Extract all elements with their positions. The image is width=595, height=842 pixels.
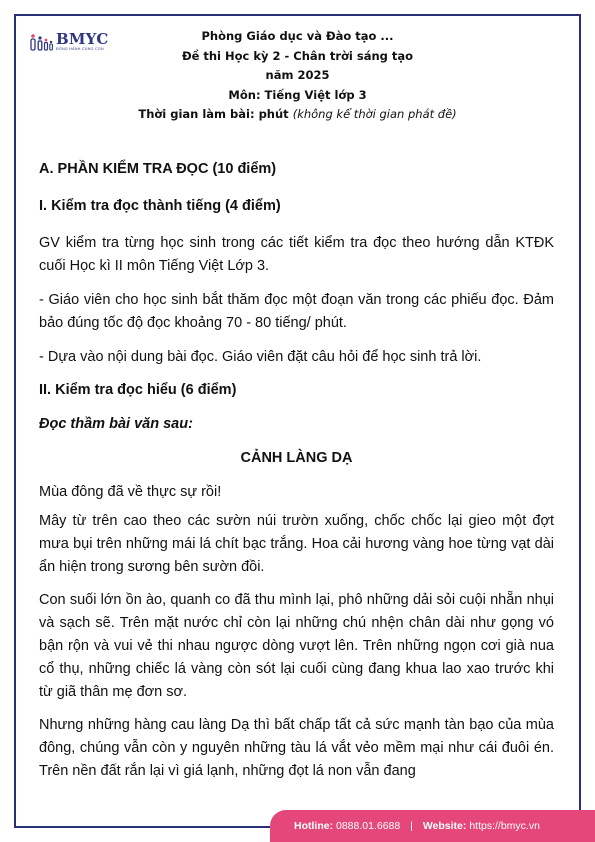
header-time [0,105,595,125]
story-paragraph-3: Con suối lớn ồn ào, quanh co đã thu mình lại, phô những dải sỏi cuội nhẵn nhụi và sạch sẽ. Trên mặt nước chỉ còn lại những chú nhện chân dài như gọng vó bận rộn và vui vẻ thi nhau ngược dòng vượt lên. Trên những ngọn cơi già nua cổ thụ, những chiếc lá vàng còn sót lại cuối cùng đang khua lao xao trước khi từ giã thân mẹ đơn sơ. [39,592,554,700]
hotline-label: Hotline: [294,820,334,832]
footer-separator: | [410,820,413,832]
story-paragraph-2: Mây từ trên cao theo các sườn núi trườn xuống, chốc chốc lại gieo một đợt mưa bụi trên những mái lá chít bạc trắng. Hoa cải hương vàng hoe từng vạt dài ẩn hiện trong sương bên sườn đồi. [39,513,554,575]
website-label: Website: [422,820,467,832]
document-body [39,158,554,783]
header-exam-title: Đề thi Học kỳ 2 - Chân trời sáng tạo [181,48,414,63]
header-time-label: Thời gian làm bài: phút [138,107,289,121]
header-year: năm 2025 [265,68,330,82]
paragraph-2: - Giáo viên cho học sinh bắt thăm đọc một đoạn văn trong các phiếu đọc. Đảm bảo đúng tốc độ đọc khoảng 70 - 80 tiếng/ phút. [39,292,554,331]
reading-instruction: Đọc thầm bài văn sau: [39,416,193,432]
paragraph-1: GV kiểm tra từng học sinh trong các tiết kiểm tra đọc theo hướng dẫn KTĐK cuối Học kì II môn Tiếng Việt Lớp 3. [39,235,554,274]
header-time-note: (không kể thời gian phát đề) [292,107,457,121]
section-2-heading: II. Kiểm tra đọc hiểu (6 điểm) [39,382,237,398]
header-department: Phòng Giáo dục và Đào tạo ... [201,29,394,43]
header-subject: Môn: Tiếng Việt lớp 3 [228,87,367,102]
brand-tagline: ĐỒNG HÀNH CÙNG CON [56,47,104,51]
website-link[interactable]: https://bmyc.vn [469,820,540,832]
brand-name: BMYC [56,30,109,48]
contact-footer [270,810,595,842]
paragraph-3: - Dựa vào nội dung bài đọc. Giáo viên đặt câu hỏi để học sinh trả lời. [39,349,482,365]
section-a-heading: A. PHẦN KIỂM TRA ĐỌC (10 điểm) [39,161,277,177]
story-paragraph-4: Nhưng những hàng cau làng Dạ thì bất chấp tất cả sức mạnh tàn bạo của mùa đông, chúng vẫn còn y nguyên những tàu lá vắt vẻo mềm mại như cái đuôi én. Trên nền đất rắn lại vì giá lạnh, những đọt lá non vẫn đang [39,717,554,779]
exam-header [0,27,595,125]
story-title: CẢNH LÀNG DẠ [240,450,353,466]
section-1-heading: I. Kiểm tra đọc thành tiếng (4 điểm) [39,198,281,214]
hotline-number[interactable]: 0888.01.6688 [336,820,401,832]
story-paragraph-1: Mùa đông đã về thực sự rồi! [39,484,222,500]
